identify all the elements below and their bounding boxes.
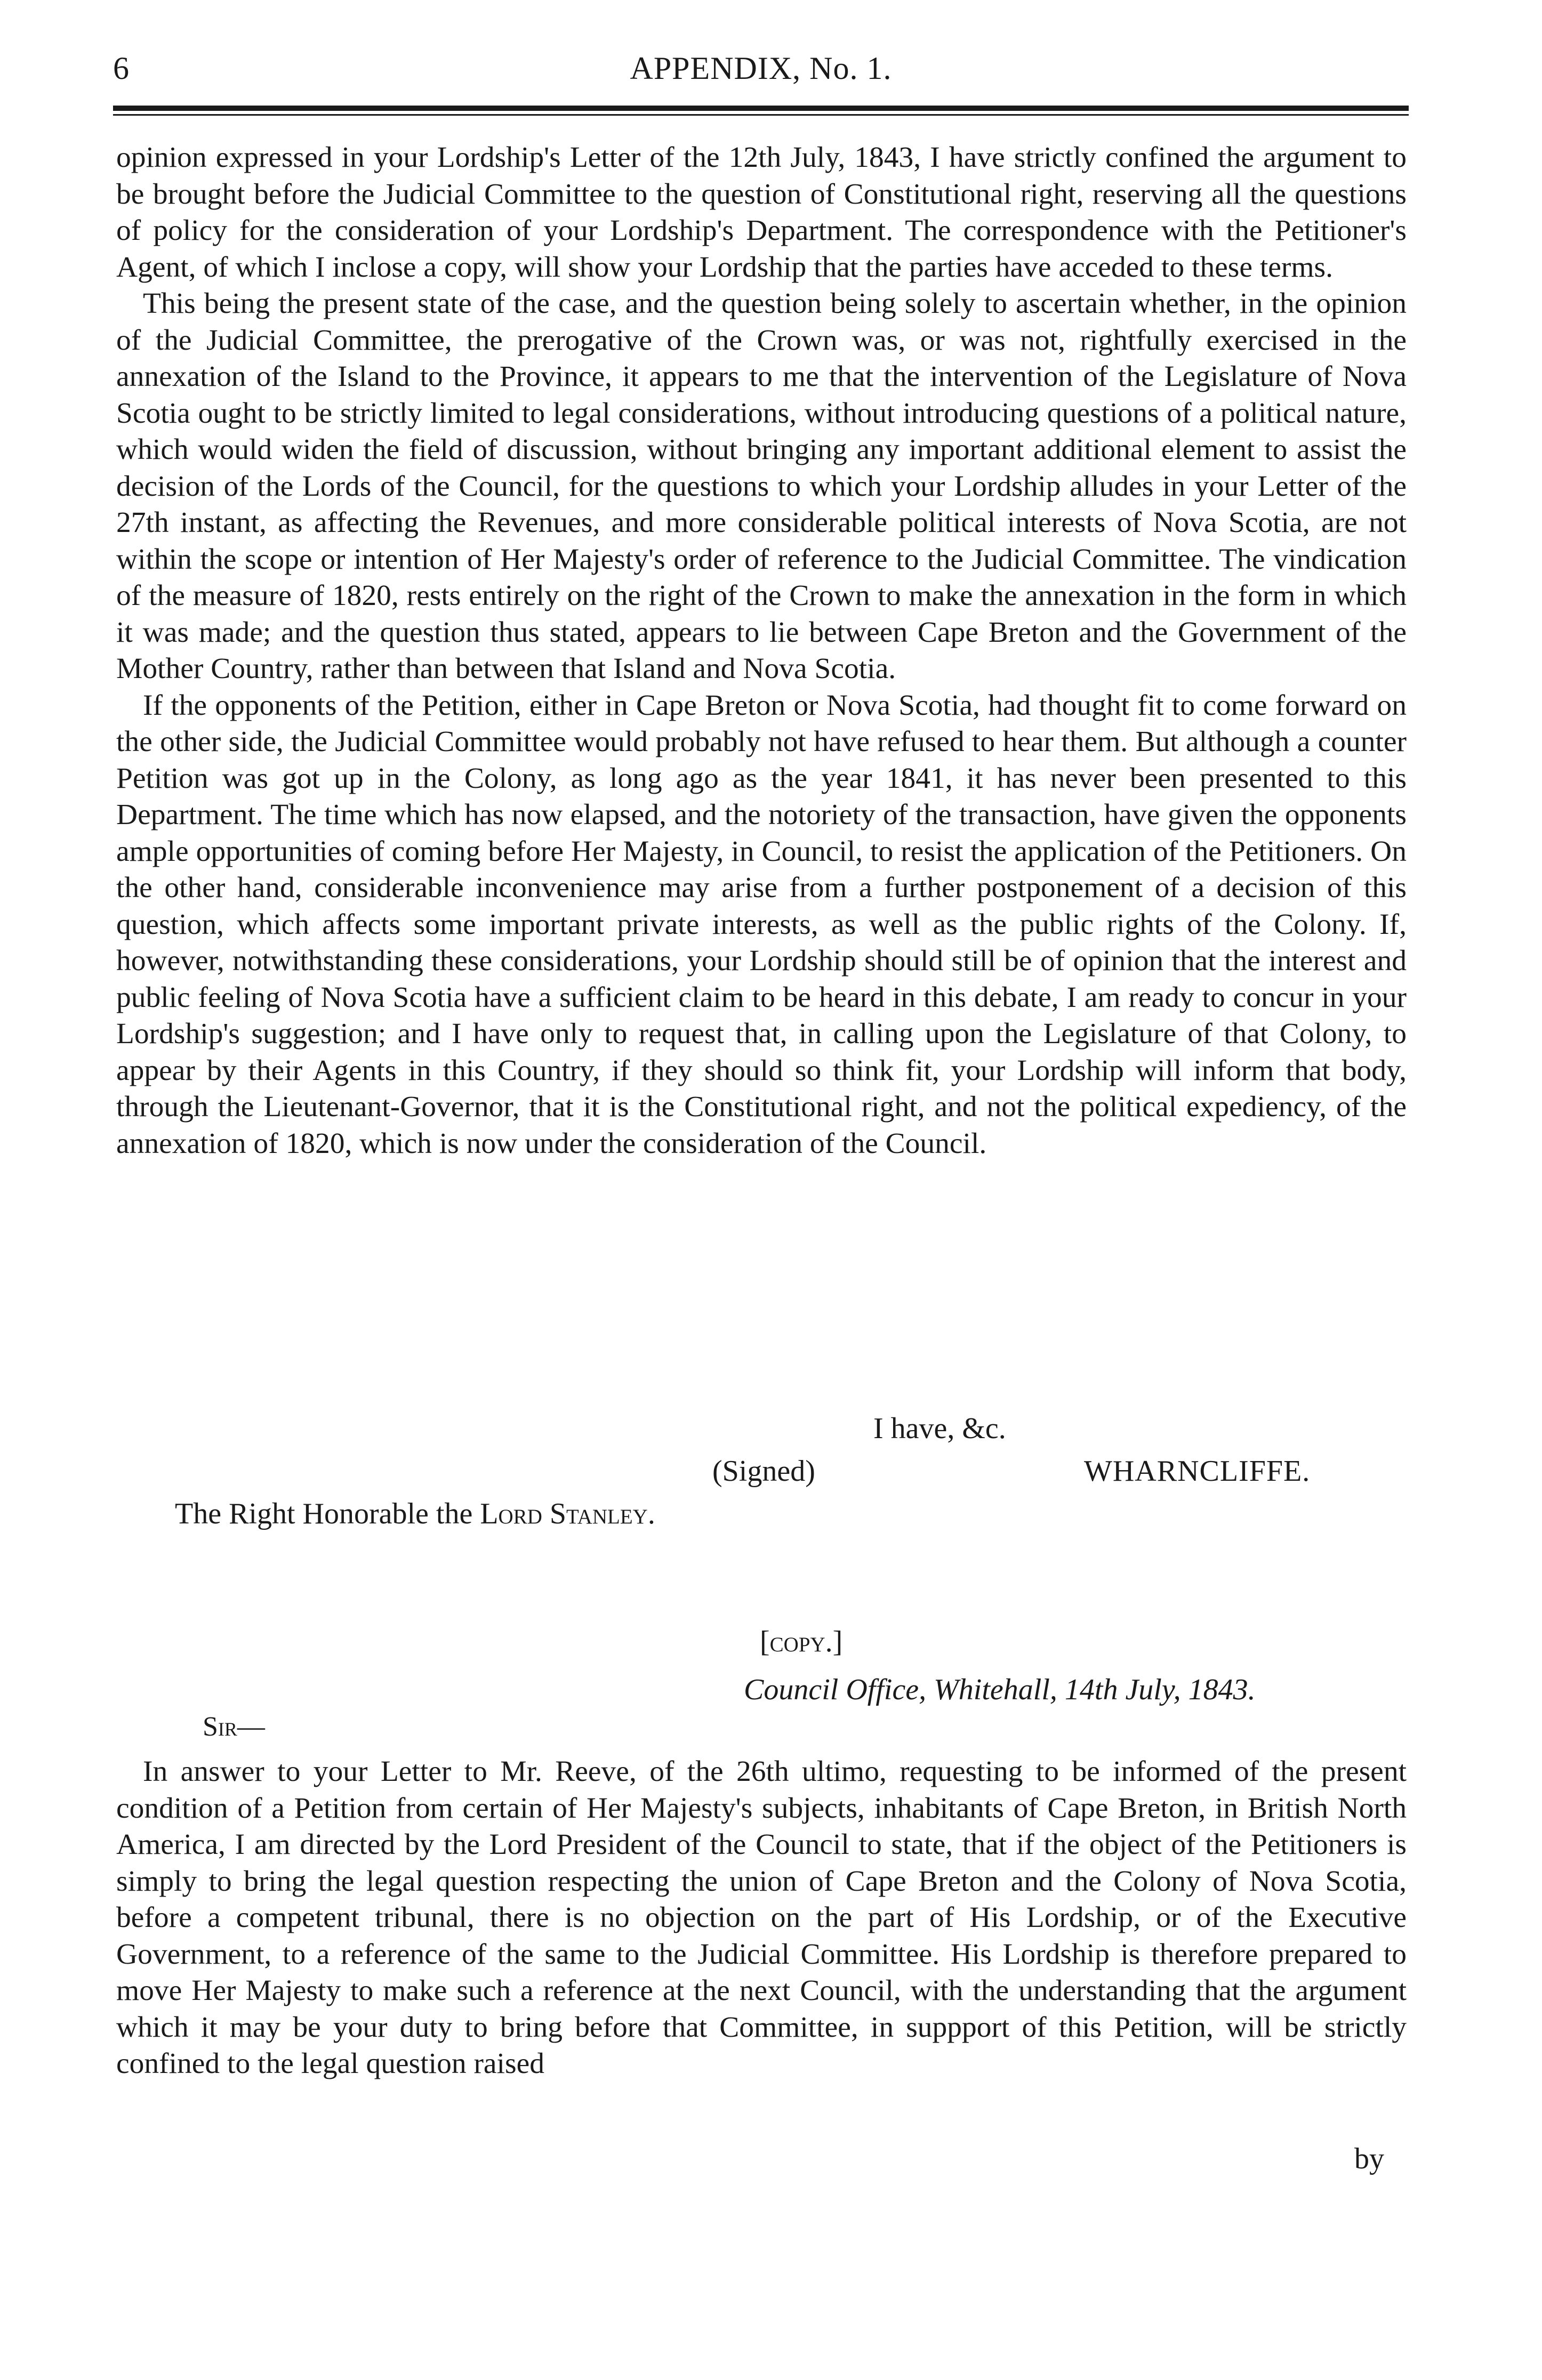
running-head: APPENDIX, No. 1.: [630, 51, 892, 86]
page-header: [113, 47, 1409, 90]
letter-paragraph: In answer to your Letter to Mr. Reeve, of the 26th ultimo, requesting to be informed of the present condition of a Petition from certain of Her Majesty's subjects, inhabitants of Cape Breton, in British North America, I am directed by the Lord President of the Council to state, that if the object of the Petitioners is simply to bring the legal question respecting the union of Cape Breton and the Colony of Nova Scotia, before a competent tribunal, there is no objection on the part of His Lordship, or of the Executive Government, to a reference of the same to the Judicial Committee. His Lordship is therefore prepared to move Her Majesty to make such a reference at the next Council, with the understanding that the argument which it may be your duty to bring before that Committee, in suppport of this Petition, will be strictly confined to the legal question raised: [116, 1755, 1407, 2080]
addressee: [175, 1495, 655, 1532]
letter-closing: [116, 1410, 1407, 1548]
second-letter-body: [116, 1754, 1407, 2083]
body-paragraph: This being the present state of the case, and the question being solely to ascertain whether, in the opinion of the Judicial Committee, the prerogative of the Crown was, or was not, rightfully exercised in the annexation of the Island to the Province, it appears to me that the intervention of the Legislature of Nova Scotia ought to be strictly limited to legal considerations, without introducing questions of a political nature, which would widen the field of discussion, without bringing any important additional element to assist the decision of the Lords of the Council, for the questions to which your Lordship alludes in your Letter of the 27th instant, as affecting the Revenues, and more considerable political interests of Nova Scotia, are not within the scope or intention of Her Majesty's order of reference to the Judicial Committee. The vindication of the measure of 1820, rests entirely on the right of the Crown to make the annexation in the form in which it was made; and the question thus stated, appears to lie between Cape Breton and the Government of the Mother Country, rather than between that Island and Nova Scotia.: [116, 287, 1407, 685]
signer-name: WHARNCLIFFE.: [1084, 1455, 1311, 1488]
letter-body: [116, 140, 1407, 1162]
catchword: by: [1354, 2142, 1384, 2175]
signed-label: (Signed): [712, 1455, 815, 1488]
addressee-prefix: The Right Honorable the: [175, 1497, 480, 1530]
copy-mark: [copy.]: [760, 1625, 843, 1658]
header-rule-thin: [113, 114, 1409, 116]
addressee-name: Lord Stanley.: [480, 1497, 655, 1530]
dateline: Council Office, Whitehall, 14th July, 1843.: [744, 1673, 1256, 1706]
salutation: Sir—: [203, 1712, 265, 1742]
closing-formula: I have, &c.: [873, 1412, 1006, 1445]
page-number: 6: [113, 51, 129, 86]
body-paragraph: opinion expressed in your Lordship's Letter of the 12th July, 1843, I have strictly confined the argument to be brought before the Judicial Committee to the question of Constitutional right, reserving all the questions of policy for the consideration of your Lordship's Department. The correspondence with the Petitioner's Agent, of which I inclose a copy, will show your Lordship that the parties have acceded to these terms.: [116, 141, 1407, 284]
body-paragraph: If the opponents of the Petition, either in Cape Breton or Nova Scotia, had thought fit to come forward on the other side, the Judicial Committee would probably not have refused to hear them. But although a counter Petition was got up in the Colony, as long ago as the year 1841, it has never been presented to this Department. The time which has now elapsed, and the notoriety of the transaction, have given the opponents ample opportunities of coming before Her Majesty, in Council, to resist the application of the Petitioners. On the other hand, considerable inconvenience may arise from a further postponement of a decision of this question, which affects some important private interests, as well as the public rights of the Colony. If, however, notwithstanding these considerations, your Lordship should still be of opinion that the interest and public feeling of Nova Scotia have a sufficient claim to be heard in this debate, I am ready to concur in your Lordship's suggestion; and I have only to request that, in calling upon the Legislature of that Colony, to appear by their Agents in this Country, if they should so think fit, your Lordship will inform that body, through the Lieutenant-Governor, that it is the Constitutional right, and not the political expediency, of the annexation of 1820, which is now under the consideration of the Council.: [116, 689, 1407, 1160]
header-rule-thick: [113, 106, 1409, 111]
